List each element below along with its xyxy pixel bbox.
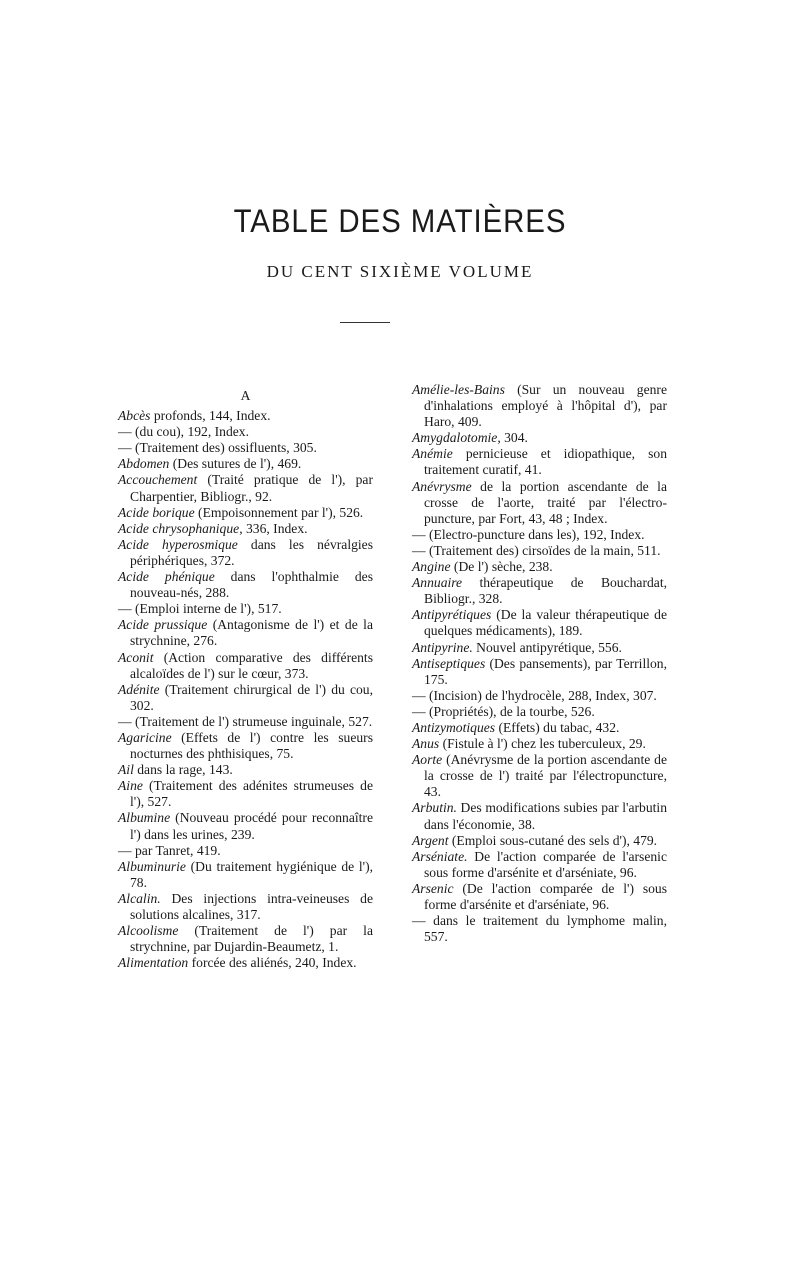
entry-heading: Aorte <box>412 752 443 768</box>
index-entry <box>118 955 373 971</box>
entry-heading: Abcès <box>118 408 151 424</box>
entry-text: (Fistule à l') chez les tuberculeux, 29. <box>439 736 646 752</box>
entry-text: dans la rage, 143. <box>133 762 233 778</box>
index-entry <box>118 456 373 472</box>
entry-text: dans l'ophthalmie des nouveau-nés, 288. <box>130 569 374 601</box>
entry-heading: Acide borique <box>118 504 195 520</box>
index-entry <box>412 913 667 945</box>
index-entry <box>412 640 667 656</box>
entry-text: (Traité pratique de l'), par Charpentier, Bibliogr., 92. <box>130 472 373 504</box>
index-entry <box>412 704 667 720</box>
entry-text: (Des pansements), par Terrillon, 175. <box>424 655 667 687</box>
index-entry <box>118 601 373 617</box>
index-column-left <box>118 382 373 971</box>
entry-text: (Emploi sous-cutané des sels d'), 479. <box>448 832 658 848</box>
entry-text: (Effets de l') contre les sueurs nocturnes des phthisiques, 75. <box>130 729 373 762</box>
entry-text: dans les névralgies périphériques, 372. <box>130 536 373 568</box>
entry-text: Des modifications subies par l'arbutin dans l'économie, 38. <box>424 800 667 832</box>
entry-text: — (Incision) de l'hydrocèle, 288, Index, 307. <box>412 687 657 703</box>
entry-text: (Du traitement hygiénique de l'), 78. <box>130 858 373 890</box>
entry-heading: Arbutin. <box>412 800 457 816</box>
entry-text: (Antagonisme de l') et de la strychnine, 276. <box>130 617 373 649</box>
entry-text: De l'action comparée de l'arsenic sous forme d'arsénite et d'arséniate, 96. <box>424 848 667 880</box>
entry-text: — (Electro-puncture dans les), 192, Index. <box>412 526 645 542</box>
index-entry <box>412 479 667 527</box>
title-divider <box>340 322 390 323</box>
entry-text: , 336, Index. <box>239 520 308 536</box>
entry-text: (Anévrysme de la portion ascendante de la crosse de l') traité par l'électropuncture, 43. <box>424 752 667 800</box>
index-entry <box>118 650 373 682</box>
index-entry <box>412 559 667 575</box>
section-letter: A <box>240 388 251 403</box>
entry-heading: Amélie-les-Bains <box>412 382 505 397</box>
index-entry <box>412 833 667 849</box>
entry-text: — (Traitement des) ossifluents, 305. <box>118 440 317 456</box>
index-entry <box>412 446 667 478</box>
index-column-right <box>412 382 667 945</box>
entry-heading: Acide phénique <box>118 569 215 585</box>
entry-heading: Alcoolisme <box>118 923 179 939</box>
entry-heading: Amygdalotomie <box>412 430 498 446</box>
entry-heading: Annuaire <box>412 575 463 591</box>
entry-heading: Antipyrine. <box>412 639 473 655</box>
entry-list-left <box>118 408 373 971</box>
index-entry <box>412 527 667 543</box>
entry-heading: Arsenic <box>412 880 454 896</box>
entry-text: (De la valeur thérapeutique de quelques médicaments), 189. <box>424 607 667 639</box>
entry-heading: Anus <box>412 736 440 752</box>
entry-text: profonds, 144, Index. <box>150 408 271 424</box>
entry-text: Des injections intra-veineuses de solutions alcalines, 317. <box>130 890 373 922</box>
index-entry <box>118 923 373 955</box>
index-entry <box>118 682 373 714</box>
entry-heading: Alimentation <box>118 955 189 971</box>
entry-text: pernicieuse et idiopathique, son traitement curatif, 41. <box>424 446 667 478</box>
index-entry <box>412 752 667 800</box>
entry-heading: Anévrysme <box>412 478 472 494</box>
entry-heading: Agaricine <box>118 729 172 745</box>
index-entry <box>118 424 373 440</box>
index-entry <box>412 607 667 639</box>
index-entry <box>412 849 667 881</box>
entry-text: (Action comparative des différents alcaloïdes de l') sur le cœur, 373. <box>130 649 373 681</box>
entry-heading: Anémie <box>412 446 453 462</box>
page-title: TABLE DES MATIÈRES <box>233 203 567 239</box>
entry-heading: Acide prussique <box>118 617 208 633</box>
entry-text: (Empoisonnement par l'), 526. <box>194 504 364 520</box>
index-entry <box>118 505 373 521</box>
index-entry <box>118 440 373 456</box>
index-entry <box>412 656 667 688</box>
entry-heading: Acide chrysophanique <box>118 520 240 536</box>
entry-text: (Traitement des adénites strumeuses de l'), 527. <box>130 778 373 810</box>
index-entry <box>118 891 373 923</box>
index-entry <box>412 430 667 446</box>
index-entry <box>412 382 667 430</box>
entry-text: , 304. <box>497 430 528 446</box>
entry-list-right <box>412 382 667 945</box>
entry-heading: Albuminurie <box>118 858 186 874</box>
entry-heading: Adénite <box>118 681 160 697</box>
entry-text: — dans le traitement du lymphome malin, 557. <box>412 913 667 945</box>
index-entry <box>118 617 373 649</box>
index-entry <box>118 762 373 778</box>
entry-text: (Des sutures de l'), 469. <box>169 456 302 472</box>
entry-heading: Alcalin. <box>118 890 161 906</box>
entry-heading: Abdomen <box>118 456 170 472</box>
index-entry <box>412 543 667 559</box>
entry-text: — (du cou), 192, Index. <box>118 424 249 440</box>
entry-heading: Angine <box>412 559 451 575</box>
entry-heading: Argent <box>412 832 449 848</box>
entry-text: — (Propriétés), de la tourbe, 526. <box>412 703 595 719</box>
entry-heading: Aine <box>118 778 143 794</box>
entry-heading: Antipyrétiques <box>412 607 492 623</box>
entry-text: (Sur un nouveau genre d'inhalations employé à l'hôpital d'), par Haro, 409. <box>424 382 667 430</box>
index-entry <box>118 810 373 842</box>
index-entry <box>412 736 667 752</box>
entry-heading: Aconit <box>118 649 154 665</box>
entry-text: forcée des aliénés, 240, Index. <box>188 955 357 971</box>
index-entry <box>118 472 373 504</box>
entry-text: — par Tanret, 419. <box>118 842 221 858</box>
entry-text: (Nouveau procédé pour reconnaître l') dans les urines, 239. <box>130 810 373 842</box>
entry-heading: Accouchement <box>118 472 198 488</box>
entry-text: (Effets) du tabac, 432. <box>495 719 620 735</box>
entry-heading: Ail <box>118 762 134 778</box>
entry-text: (De l') sèche, 238. <box>450 559 553 575</box>
index-entry <box>412 575 667 607</box>
index-entry <box>118 569 373 601</box>
entry-text: — (Traitement de l') strumeuse inguinale, 527. <box>118 713 373 729</box>
index-entry <box>412 881 667 913</box>
entry-heading: Antizymotiques <box>412 719 496 735</box>
index-entry <box>118 521 373 537</box>
entry-text: Nouvel antipyrétique, 556. <box>472 639 622 655</box>
index-entry <box>118 859 373 891</box>
entry-text: (Traitement chirurgical de l') du cou, 302. <box>130 681 373 713</box>
index-entry <box>118 730 373 762</box>
entry-heading: Acide hyperosmique <box>118 536 238 552</box>
index-entry <box>118 537 373 569</box>
index-entry <box>412 800 667 832</box>
entry-text: de la portion ascendante de la crosse de l'aorte, traité par l'électro-puncture, par Fort, 43, 48 ; Index. <box>424 478 667 526</box>
entry-heading: Arséniate. <box>412 848 468 864</box>
index-entry <box>118 843 373 859</box>
index-entry <box>412 688 667 704</box>
entry-text: (Traitement de l') par la strychnine, par Dujardin-Beaumetz, 1. <box>130 923 373 955</box>
index-entry <box>118 714 373 730</box>
page-subtitle: DU CENT SIXIÈME VOLUME <box>266 262 534 281</box>
index-entry <box>118 778 373 810</box>
entry-heading: Antiseptiques <box>412 655 486 671</box>
entry-text: — (Traitement des) cirsoïdes de la main, 511. <box>412 542 661 558</box>
entry-heading: Albumine <box>118 810 171 826</box>
entry-text: — (Emploi interne de l'), 517. <box>118 601 282 617</box>
entry-text: thérapeutique de Bouchardat, Bibliogr., 328. <box>424 575 667 607</box>
entry-text: (De l'action comparée de l') sous forme d'arsénite et d'arséniate, 96. <box>424 880 667 912</box>
index-entry <box>412 720 667 736</box>
index-entry <box>118 408 373 424</box>
